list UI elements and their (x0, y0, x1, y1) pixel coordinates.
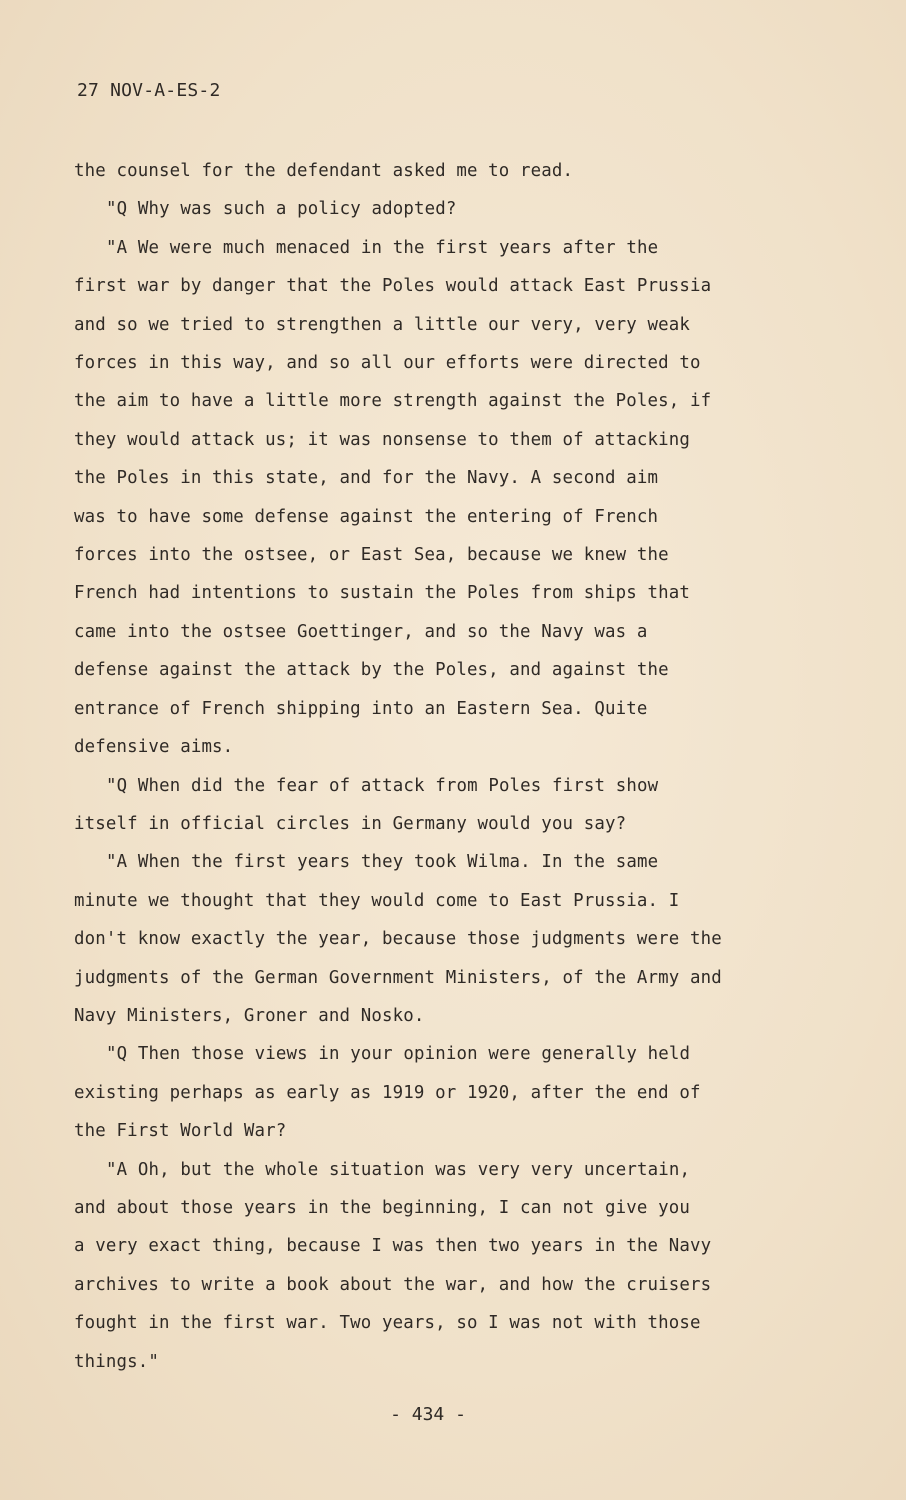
text-line: they would attack us; it was nonsense to them of attacking (74, 429, 690, 450)
text-line: minute we thought that they would come to East Prussia. I (74, 890, 680, 911)
text-line: first war by danger that the Poles would attack East Prussia (74, 276, 712, 297)
text-line: existing perhaps as early as 1919 or 1920, after the end of (74, 1082, 701, 1103)
text-line: the First World War? (74, 1121, 287, 1142)
text-line: "Q Then those views in your opinion were generally held (106, 1044, 691, 1065)
text-line: and about those years in the beginning, I can not give you (74, 1197, 690, 1218)
text-line: things." (74, 1351, 159, 1372)
text-line: Navy Ministers, Groner and Nosko. (74, 1005, 425, 1026)
text-line: defense against the attack by the Poles, and against the (74, 660, 669, 681)
text-line: entrance of French shipping into an Eastern Sea. Quite (74, 698, 648, 719)
text-line: fought in the first war. Two years, so I was not with those (74, 1313, 701, 1334)
text-line: came into the ostsee Goettinger, and so the Navy was a (74, 621, 648, 642)
text-line: the Poles in this state, and for the Navy. A second aim (74, 468, 659, 489)
text-line: "Q Why was such a policy adopted? (106, 199, 457, 220)
page-number: - 434 - (390, 1404, 466, 1425)
text-line: "Q When did the fear of attack from Poles first show (106, 775, 659, 796)
text-line: forces into the ostsee, or East Sea, because we knew the (74, 545, 669, 566)
text-line: the aim to have a little more strength against the Poles, if (74, 391, 712, 412)
text-line: defensive aims. (74, 737, 234, 758)
text-line: the counsel for the defendant asked me to read. (74, 161, 574, 181)
text-line: and so we tried to strengthen a little our very, very weak (74, 314, 690, 335)
text-line: itself in official circles in Germany would you say? (74, 813, 627, 834)
text-line: French had intentions to sustain the Poles from ships that (74, 583, 690, 604)
text-line: "A When the first years they took Wilma. In the same (106, 852, 659, 873)
text-line: was to have some defense against the entering of French (74, 506, 659, 527)
document-id: 27 NOV-A-ES-2 (77, 80, 221, 101)
text-line: judgments of the German Government Ministers, of the Army and (74, 967, 722, 988)
testimony-text (74, 152, 774, 1381)
text-line: a very exact thing, because I was then two years in the Navy (74, 1236, 712, 1257)
text-line: forces in this way, and so all our efforts were directed to (74, 353, 701, 374)
text-line: archives to write a book about the war, and how the cruisers (74, 1274, 712, 1295)
text-line: don't know exactly the year, because those judgments were the (74, 929, 722, 950)
text-line: "A Oh, but the whole situation was very very uncertain, (106, 1159, 691, 1180)
text-line: "A We were much menaced in the first years after the (106, 237, 659, 258)
